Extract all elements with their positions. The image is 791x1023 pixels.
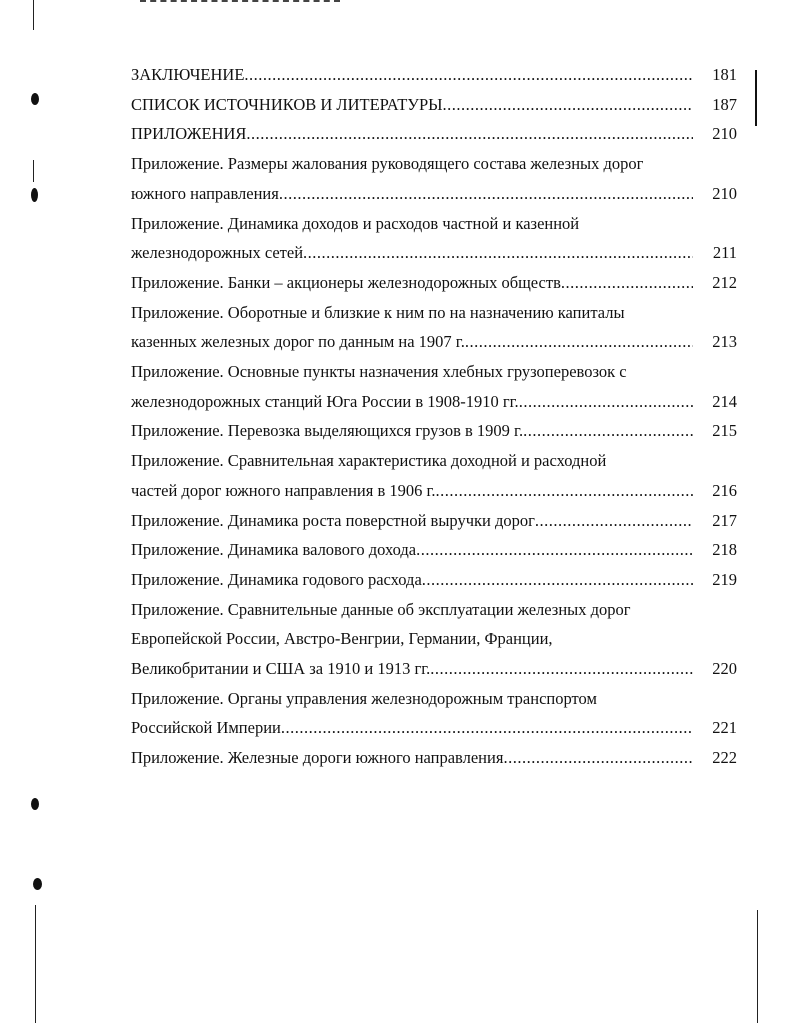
dot-leader xyxy=(503,743,693,773)
toc-entry xyxy=(131,595,737,684)
toc-entry-title-line: Приложение. Органы управления железнодорожным транспортом xyxy=(131,688,597,708)
toc-entry-row xyxy=(131,535,737,565)
scan-artifact-right-line xyxy=(757,910,758,1023)
scan-artifact-left-line xyxy=(33,0,34,30)
toc-entry-title-line: ПРИЛОЖЕНИЯ xyxy=(131,124,247,144)
toc-entry-title-line: Российской Империи xyxy=(131,718,281,738)
dot-leader xyxy=(535,506,693,536)
dot-leader xyxy=(244,60,693,90)
toc-entry-row xyxy=(131,179,737,209)
dot-leader xyxy=(443,90,693,120)
toc-entry-title-line: частей дорог южного направления в 1906 г. xyxy=(131,480,436,500)
toc-entry xyxy=(131,684,737,743)
toc-entry xyxy=(131,357,737,416)
binder-hole-mark xyxy=(31,798,39,810)
toc-entry-row xyxy=(131,565,737,595)
toc-entry-title-line: Великобритании и США за 1910 и 1913 гг. xyxy=(131,659,431,679)
toc-entry-row xyxy=(131,90,737,120)
toc-entry xyxy=(131,743,737,773)
toc-page-number: 212 xyxy=(712,272,737,292)
dot-leader xyxy=(430,654,693,684)
toc-entry-title-line: южного направления xyxy=(131,183,279,203)
dot-leader xyxy=(416,535,693,565)
toc-entry-row xyxy=(131,387,737,417)
toc-entry xyxy=(131,535,737,565)
toc-entry-row xyxy=(131,327,737,357)
scan-artifact-left-line xyxy=(33,160,34,182)
toc-entry-title-line: Приложение. Перевозка выделяющихся грузов в 1909 г. xyxy=(131,421,524,441)
dot-leader xyxy=(523,416,693,446)
toc-entry-title-line: Приложение. Банки – акционеры железнодорожных обществ xyxy=(131,272,561,292)
toc-entry xyxy=(131,446,737,505)
toc-entry xyxy=(131,506,737,536)
toc-entry-title-line: Приложение. Динамика роста поверстной выручки дорог xyxy=(131,510,535,530)
toc-entry xyxy=(131,90,737,120)
toc-entry xyxy=(131,416,737,446)
toc-page-number: 211 xyxy=(712,243,737,263)
toc-page-number: 217 xyxy=(712,510,737,530)
toc-entry-title-line: СПИСОК ИСТОЧНИКОВ И ЛИТЕРАТУРЫ xyxy=(131,94,443,114)
toc-entry-row xyxy=(131,60,737,90)
toc-entry-title-line: Европейской России, Австро-Венгрии, Германии, Франции, xyxy=(131,629,553,649)
scan-artifact-right-mark xyxy=(755,70,757,126)
toc-entry-row xyxy=(131,238,737,268)
toc-entry-title-line: ЗАКЛЮЧЕНИЕ xyxy=(131,65,245,84)
toc-page-number: 215 xyxy=(712,421,737,441)
toc-entry-row xyxy=(131,119,737,149)
dot-leader xyxy=(422,565,693,595)
toc-entry-row xyxy=(131,268,737,298)
toc-entry-row xyxy=(131,743,737,773)
dot-leader xyxy=(246,119,693,149)
dot-leader xyxy=(436,476,693,506)
toc-entry-title-line: железнодорожных сетей xyxy=(131,243,304,263)
dot-leader xyxy=(519,387,693,417)
toc-page-number: 218 xyxy=(712,540,737,560)
toc-entry xyxy=(131,298,737,357)
toc-entry xyxy=(131,60,737,90)
toc-entry-title-line: казенных железных дорог по данным на 1907 г. xyxy=(131,332,465,352)
toc-page-number: 210 xyxy=(712,124,737,144)
toc-entry xyxy=(131,209,737,268)
scan-artifact-left-line xyxy=(35,905,36,1023)
toc-page-number: 221 xyxy=(712,718,737,738)
dot-leader xyxy=(561,268,693,298)
binder-hole-mark xyxy=(31,188,38,202)
toc-entry-title-line: Приложение. Динамика валового дохода xyxy=(131,540,417,560)
toc-page-number: 181 xyxy=(712,65,737,84)
toc-entry xyxy=(131,268,737,298)
dot-leader xyxy=(303,238,693,268)
dot-leader xyxy=(281,713,693,743)
toc-entry-title-line: Приложение. Динамика доходов и расходов частной и казенной xyxy=(131,213,580,233)
toc-page-number: 187 xyxy=(712,94,737,114)
toc-entry-title-line: Приложение. Размеры жалования руководящего состава железных дорог xyxy=(131,154,644,174)
toc-page-number: 222 xyxy=(712,748,737,768)
binder-hole-mark xyxy=(33,878,42,890)
toc-entry-row xyxy=(131,713,737,743)
toc-entry xyxy=(131,119,737,149)
toc-entry-title-line: железнодорожных станций Юга России в 1908-1910 гг. xyxy=(131,391,519,411)
toc-entry-row xyxy=(131,476,737,506)
toc-entry-title-line: Приложение. Основные пункты назначения хлебных грузоперевозок с xyxy=(131,362,627,382)
toc-page-number: 220 xyxy=(712,659,737,679)
toc-page-number: 213 xyxy=(712,332,737,352)
toc-entry xyxy=(131,149,737,208)
toc-page-number: 216 xyxy=(712,480,737,500)
toc-entry-row xyxy=(131,416,737,446)
dot-leader xyxy=(465,327,693,357)
toc-page-number: 214 xyxy=(712,391,737,411)
toc-entry-row xyxy=(131,654,737,684)
toc-entry-title-line: Приложение. Оборотные и близкие к ним по на назначению капиталы xyxy=(131,302,625,322)
toc-entry-title-line: Приложение. Сравнительные данные об эксплуатации железных дорог xyxy=(131,599,631,619)
toc-page-number: 219 xyxy=(712,569,737,589)
toc-entry-title-line: Приложение. Динамика годового расхода xyxy=(131,569,422,589)
table-of-contents xyxy=(131,60,737,773)
dot-leader xyxy=(279,179,693,209)
toc-entry-row xyxy=(131,506,737,536)
toc-entry-title-line: Приложение. Сравнительная характеристика доходной и расходной xyxy=(131,451,607,471)
scan-artifact-top xyxy=(140,0,340,5)
binder-hole-mark xyxy=(31,93,39,105)
toc-page-number: 210 xyxy=(712,183,737,203)
toc-entry xyxy=(131,565,737,595)
toc-entry-title-line: Приложение. Железные дороги южного направления xyxy=(131,748,504,768)
